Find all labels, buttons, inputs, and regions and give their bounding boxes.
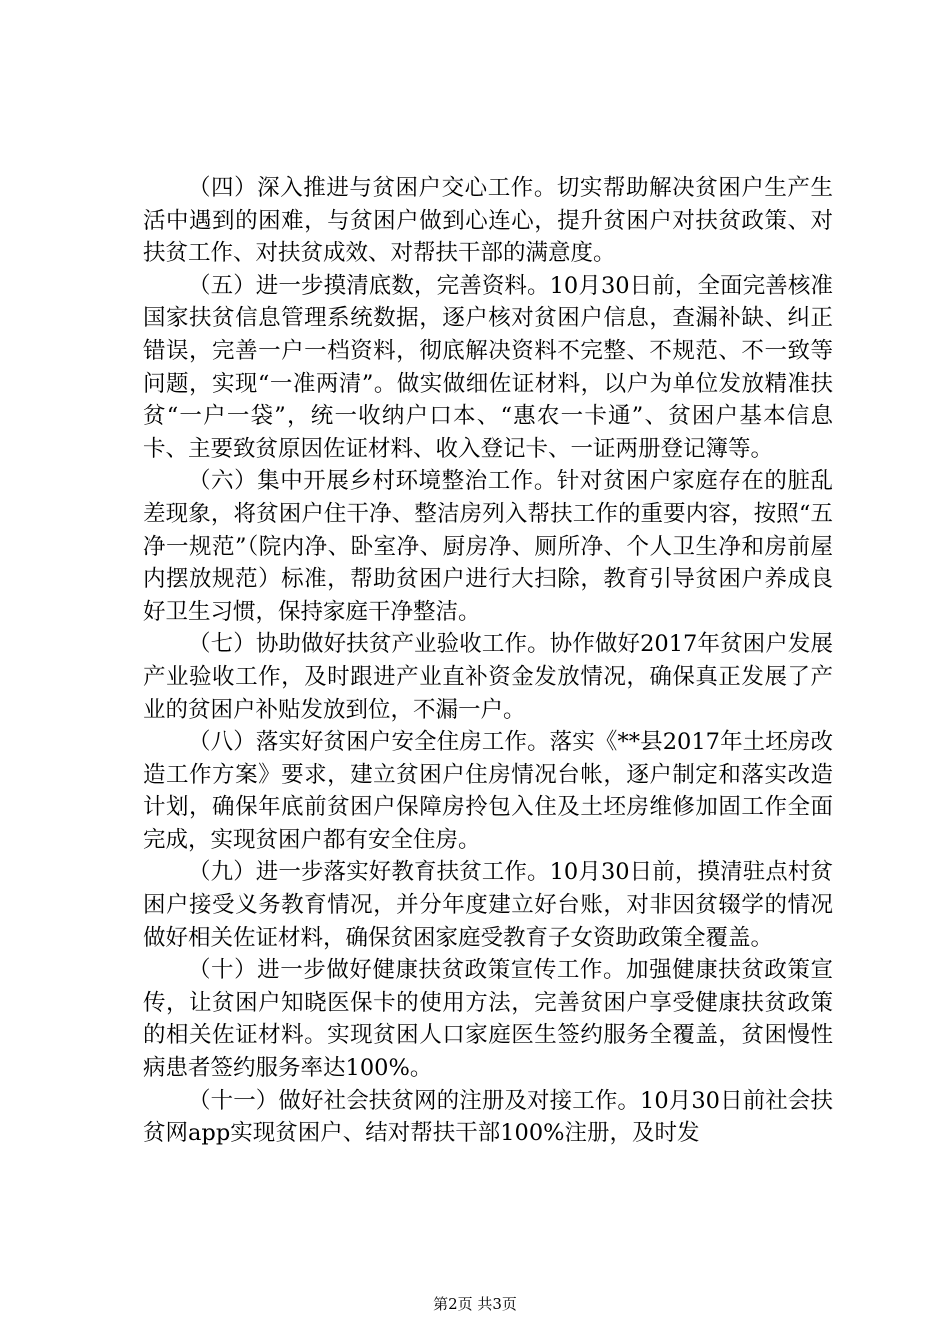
paragraph-11: （十一）做好社会扶贫网的注册及对接工作。10月30日前社会扶贫网app实现贫困户、结对帮扶干部100%注册，及时发 bbox=[143, 1087, 833, 1147]
paragraph-5: （五）进一步摸清底数，完善资料。10月30日前，全面完善核准国家扶贫信息管理系统数据，逐户核对贫困户信息，查漏补缺、纠正错误，完善一户一档资料，彻底解决资料不完整、不规范、不一致等问题，实现“一准两清”。做实做细佐证材料，以户为单位发放精准扶贫“一户一袋”，统一收纳户口本、“惠农一卡通”、贫困户基本信息卡、主要致贫原因佐证材料、收入登记卡、一证两册登记簿等。 bbox=[143, 272, 833, 462]
paragraph-6: （六）集中开展乡村环境整治工作。针对贫困户家庭存在的脏乱差现象，将贫困户住干净、整洁房列入帮扶工作的重要内容，按照“五净一规范”（院内净、卧室净、厨房净、厕所净、个人卫生净和房前屋内摆放规范）标准，帮助贫困户进行大扫除，教育引导贫困户养成良好卫生习惯，保持家庭干净整洁。 bbox=[143, 468, 833, 625]
paragraph-10: （十）进一步做好健康扶贫政策宣传工作。加强健康扶贫政策宣传，让贫困户知晓医保卡的使用方法，完善贫困户享受健康扶贫政策的相关佐证材料。实现贫困人口家庭医生签约服务全覆盖，贫困慢性病患者签约服务率达100%。 bbox=[143, 957, 833, 1082]
paragraph-7: （七）协助做好扶贫产业验收工作。协作做好2017年贫困户发展产业验收工作，及时跟进产业直补资金发放情况，确保真正发展了产业的贫困户补贴发放到位，不漏一户。 bbox=[143, 631, 833, 723]
paragraph-9: （九）进一步落实好教育扶贫工作。10月30日前，摸清驻点村贫困户接受义务教育情况，并分年度建立好台账，对非因贫辍学的情况做好相关佐证材料，确保贫困家庭受教育子女资助政策全覆盖。 bbox=[143, 859, 833, 951]
paragraph-4: （四）深入推进与贫困户交心工作。切实帮助解决贫困户生产生活中遇到的困难，与贫困户做到心连心，提升贫困户对扶贫政策、对扶贫工作、对扶贫成效、对帮扶干部的满意度。 bbox=[143, 175, 833, 267]
document-body bbox=[143, 172, 833, 1150]
paragraph-8: （八）落实好贫困户安全住房工作。落实《**县2017年土坯房改造工作方案》要求，建立贫困户住房情况台帐，逐户制定和落实改造计划，确保年底前贫困户保障房拎包入住及土坯房维修加固工作全面完成，实现贫困户都有安全住房。 bbox=[143, 729, 833, 853]
page-footer: 第2页 共3页 bbox=[433, 1295, 517, 1313]
